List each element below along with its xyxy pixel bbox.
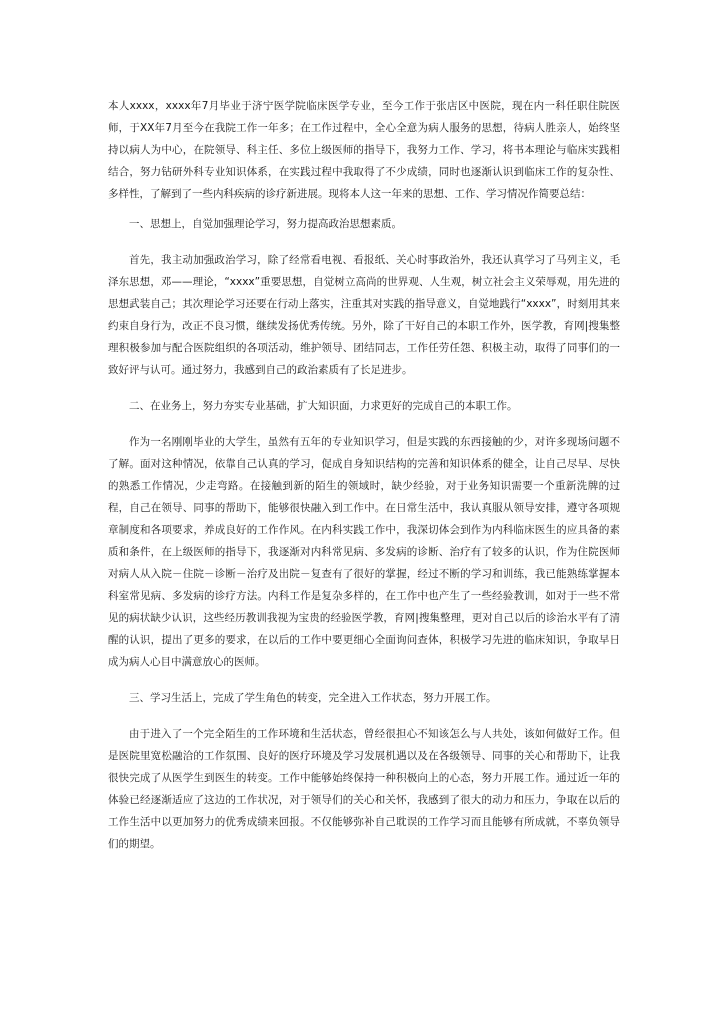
section-2-body: 作为一名刚刚毕业的大学生，虽然有五年的专业知识学习，但是实践的东西接触的少，对许多现场问题不了解。面对这种情况，依靠自己认真的学习，促成自身知识结构的完善和知识体系的健全，让自己尽早、尽快的熟悉工作情况，少走弯路。在接触到新的陌生的领域时，缺少经验，对于业务知识需要一个重新洗牌的过程，自己在领导、同事的帮助下，能够很快融入到工作中。在日常生活中，我认真服从领导安排，遵守各项规章制度和各项要求，养成良好的工作作风。在内科实践工作中，我深切体会到作为内科临床医生的应具备的素质和条件，在上级医师的指导下，我逐渐对内科常见病、多发病的诊断、治疗有了较多的认识，作为住院医师对病人从入院－住院－诊断－治疗及出院－复查有了很好的掌握，经过不断的学习和训练，我已能熟练掌握本科室常见病、多发病的诊疗方法。内科工作是复杂多样的，在工作中也产生了一些经验教训，如对于一些不常见的病状缺少认识，这些经历教训我视为宝贵的经验医学教，育网|搜集整理，更对自己以后的诊治水平有了清醒的认识，提出了更多的要求，在以后的工作中要更细心全面询问查体，积极学习先进的临床知识，争取早日成为病人心目中满意放心的医师。 [108, 436, 620, 668]
section-3-heading: 三、学习生活上，完成了学生角色的转变，完全进入工作状态，努力开展工作。 [129, 692, 497, 704]
section-2-heading: 二、在业务上，努力夯实专业基础，扩大知识面，力求更好的完成自己的本职工作。 [129, 400, 518, 412]
document-page [108, 95, 620, 869]
section-3-body: 由于进入了一个完全陌生的工作环境和生活状态，曾经很担心不知该怎么与人共处，该如何做好工作。但是医院里宽松融洽的工作氛围、良好的医疗环境及学习发展机遇以及在各级领导、同事的关心和帮助下，让我很快完成了从医学生到医生的转变。工作中能够始终保持一种积极向上的心态，努力开展工作。通过近一年的体验已经逐渐适应了这边的工作状况，对于领导们的关心和关怀，我感到了很大的动力和压力，争取在以后的工作生活中以更加努力的优秀成绩来回报。不仅能够弥补自己耽误的工作学习而且能够有所成就，不辜负领导们的期望。 [108, 728, 620, 850]
intro-paragraph: 本人xxxx，xxxx年7月毕业于济宁医学院临床医学专业，至今工作于张店区中医院，现在内一科任职住院医师，于XX年7月至今在我院工作一年多；在工作过程中，全心全意为病人服务的思想，待病人胜亲人，始终坚持以病人为中心，在院领导、科主任、多位上级医师的指导下，我努力工作、学习，将书本理论与临床实践相结合，努力钻研外科专业知识体系，在实践过程中我取得了不少成绩，同时也逐渐认识到临床工作的复杂性、多样性，了解到了一些内科疾病的诊疗新进展。现将本人这一年来的思想、工作、学习情况作简要总结： [108, 100, 620, 200]
section-1-body: 首先，我主动加强政治学习，除了经常看电视、看报纸、关心时事政治外，我还认真学习了马列主义，毛泽东思想，邓——理论，“xxxx”重要思想，自觉树立高尚的世界观、人生观，树立社会主义荣辱观，用先进的思想武装自己；其次理论学习还要在行动上落实，注重其对实践的指导意义，自觉地践行“xxxx”，时刻用其来约束自身行为，改正不良习惯，继续发扬优秀传统。另外，除了干好自己的本职工作外，医学教，育网|搜集整理积极参加与配合医院组织的各项活动，维护领导、团结同志，工作任劳任怨、积极主动，取得了同事们的一致好评与认可。通过努力，我感到自己的政治素质有了长足进步。 [108, 254, 620, 376]
section-1-heading: 一、思想上，自觉加强理论学习，努力提高政治思想素质。 [129, 218, 402, 230]
